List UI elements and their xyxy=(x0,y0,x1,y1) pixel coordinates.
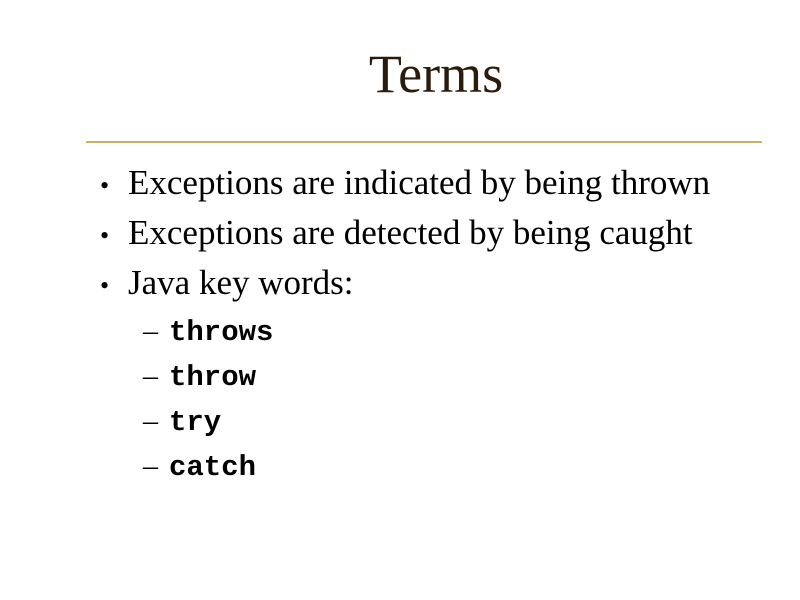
keyword-text: throw xyxy=(169,361,257,394)
keyword-text: try xyxy=(169,406,222,439)
bullet-icon: • xyxy=(100,221,110,250)
bullet-item xyxy=(100,208,710,258)
title-divider xyxy=(86,141,762,143)
bullet-icon: • xyxy=(100,271,110,300)
sub-bullet-item xyxy=(143,308,273,353)
bullet-icon: • xyxy=(100,171,110,200)
keyword-text: throws xyxy=(169,316,274,349)
bullet-text: Exceptions are indicated by being thrown xyxy=(128,163,711,202)
sub-bullet-list xyxy=(143,308,273,488)
sub-bullet-item xyxy=(143,398,273,443)
dash-icon: – xyxy=(143,449,158,482)
bullet-text: Exceptions are detected by being caught xyxy=(128,213,693,252)
bullet-text: Java key words: xyxy=(128,263,354,302)
bullet-item xyxy=(100,158,710,208)
dash-icon: – xyxy=(143,404,158,437)
slide-title: Terms xyxy=(368,44,504,104)
dash-icon: – xyxy=(143,314,158,347)
keyword-text: catch xyxy=(169,451,257,484)
bullet-item xyxy=(100,258,710,308)
bullet-list xyxy=(100,158,710,308)
sub-bullet-item xyxy=(143,353,273,398)
dash-icon: – xyxy=(143,359,158,392)
sub-bullet-item xyxy=(143,443,273,488)
